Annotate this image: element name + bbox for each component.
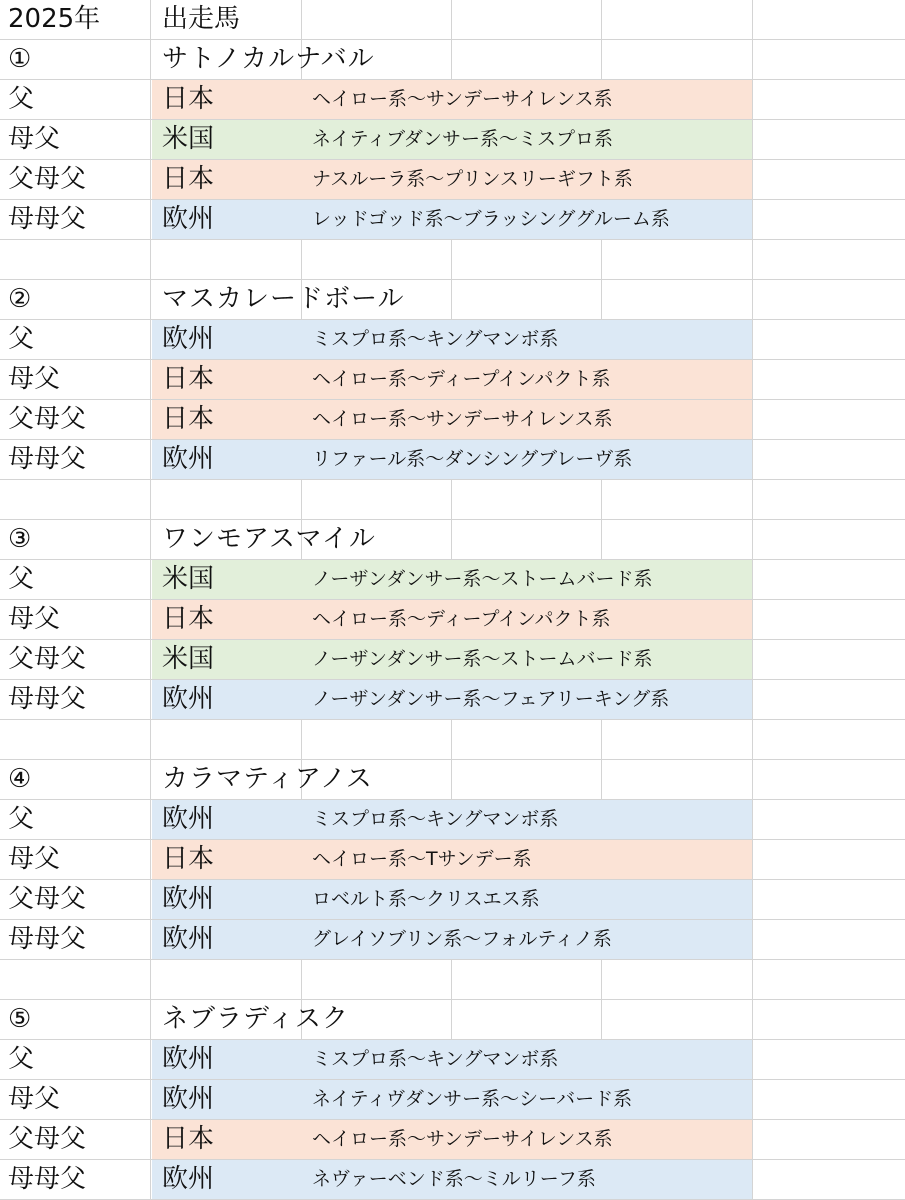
lineage-cell[interactable]: ヘイロー系〜ディープインパクト系 xyxy=(312,368,611,390)
pedigree-role-cell[interactable]: 母父 xyxy=(8,604,61,634)
lineage-cell[interactable]: ノーザンダンサー系〜ストームバード系 xyxy=(312,568,653,590)
pedigree-row xyxy=(0,1120,905,1160)
blank-row xyxy=(0,720,905,760)
pedigree-row xyxy=(0,160,905,200)
lineage-cell[interactable]: ネイティヴダンサー系〜シーバード系 xyxy=(312,1088,633,1110)
pedigree-row xyxy=(0,360,905,400)
blank-row xyxy=(0,480,905,520)
pedigree-role-cell[interactable]: 父 xyxy=(8,564,35,594)
horse-header-row xyxy=(0,40,905,80)
pedigree-role-cell[interactable]: 父 xyxy=(8,84,35,114)
horse-header-row xyxy=(0,1000,905,1040)
pedigree-role-cell[interactable]: 父母父 xyxy=(8,644,87,674)
lineage-cell[interactable]: ヘイロー系〜Tサンデー系 xyxy=(312,848,532,870)
horse-name-cell[interactable]: マスカレードボール xyxy=(162,284,405,314)
lineage-cell[interactable]: ヘイロー系〜サンデーサイレンス系 xyxy=(312,88,613,110)
pedigree-role-cell[interactable]: 母母父 xyxy=(8,924,87,954)
region-cell[interactable]: 欧州 xyxy=(162,1084,215,1114)
horse-number-cell[interactable]: ⑤ xyxy=(8,1004,32,1034)
pedigree-role-cell[interactable]: 母父 xyxy=(8,124,61,154)
region-cell[interactable]: 日本 xyxy=(162,364,215,394)
lineage-cell[interactable]: ノーザンダンサー系〜ストームバード系 xyxy=(312,648,653,670)
blank-row xyxy=(0,240,905,280)
pedigree-row xyxy=(0,1080,905,1120)
pedigree-row xyxy=(0,560,905,600)
year-cell[interactable]: 2025年 xyxy=(8,4,101,34)
lineage-cell[interactable]: ロベルト系〜クリスエス系 xyxy=(312,888,540,910)
region-cell[interactable]: 米国 xyxy=(162,124,215,154)
pedigree-role-cell[interactable]: 父母父 xyxy=(8,884,87,914)
region-cell[interactable]: 欧州 xyxy=(162,324,215,354)
pedigree-role-cell[interactable]: 母母父 xyxy=(8,684,87,714)
lineage-cell[interactable]: ネイティブダンサー系〜ミスプロ系 xyxy=(312,128,613,150)
horse-number-cell[interactable]: ③ xyxy=(8,524,32,554)
pedigree-row xyxy=(0,120,905,160)
pedigree-row xyxy=(0,680,905,720)
horse-name-cell[interactable]: ネブラディスク xyxy=(162,1004,349,1034)
lineage-cell[interactable]: ヘイロー系〜サンデーサイレンス系 xyxy=(312,1128,613,1150)
region-cell[interactable]: 日本 xyxy=(162,1124,215,1154)
lineage-cell[interactable]: ヘイロー系〜サンデーサイレンス系 xyxy=(312,408,613,430)
region-cell[interactable]: 日本 xyxy=(162,844,215,874)
pedigree-role-cell[interactable]: 母父 xyxy=(8,1084,61,1114)
pedigree-row xyxy=(0,1040,905,1080)
horse-name-cell[interactable]: カラマティアノス xyxy=(162,764,373,794)
pedigree-row xyxy=(0,400,905,440)
pedigree-row xyxy=(0,880,905,920)
pedigree-row xyxy=(0,840,905,880)
region-cell[interactable]: 欧州 xyxy=(162,924,215,954)
region-cell[interactable]: 欧州 xyxy=(162,444,215,474)
pedigree-role-cell[interactable]: 母父 xyxy=(8,844,61,874)
region-cell[interactable]: 米国 xyxy=(162,644,215,674)
pedigree-role-cell[interactable]: 母母父 xyxy=(8,204,87,234)
lineage-cell[interactable]: グレイソブリン系〜フォルティノ系 xyxy=(312,928,612,950)
title-cell[interactable]: 出走馬 xyxy=(162,4,241,34)
header-row xyxy=(0,0,905,40)
pedigree-role-cell[interactable]: 父 xyxy=(8,324,35,354)
region-cell[interactable]: 欧州 xyxy=(162,1044,215,1074)
pedigree-row xyxy=(0,800,905,840)
lineage-cell[interactable]: ヘイロー系〜ディープインパクト系 xyxy=(312,608,611,630)
pedigree-row xyxy=(0,320,905,360)
region-cell[interactable]: 米国 xyxy=(162,564,215,594)
horse-number-cell[interactable]: ④ xyxy=(8,764,32,794)
region-cell[interactable]: 日本 xyxy=(162,604,215,634)
horse-number-cell[interactable]: ② xyxy=(8,284,32,314)
region-cell[interactable]: 日本 xyxy=(162,84,215,114)
pedigree-row xyxy=(0,1160,905,1200)
region-cell[interactable]: 欧州 xyxy=(162,204,215,234)
horse-header-row xyxy=(0,520,905,560)
lineage-cell[interactable]: ミスプロ系〜キングマンボ系 xyxy=(312,328,559,350)
lineage-cell[interactable]: ノーザンダンサー系〜フェアリーキング系 xyxy=(312,688,670,710)
pedigree-role-cell[interactable]: 父母父 xyxy=(8,1124,87,1154)
lineage-cell[interactable]: レッドゴッド系〜ブラッシンググルーム系 xyxy=(312,208,670,230)
horse-number-cell[interactable]: ① xyxy=(8,44,32,74)
region-cell[interactable]: 欧州 xyxy=(162,684,215,714)
horse-name-cell[interactable]: ワンモアスマイル xyxy=(162,524,376,554)
pedigree-role-cell[interactable]: 父 xyxy=(8,804,35,834)
pedigree-role-cell[interactable]: 父母父 xyxy=(8,404,87,434)
pedigree-row xyxy=(0,600,905,640)
pedigree-role-cell[interactable]: 父母父 xyxy=(8,164,87,194)
pedigree-row xyxy=(0,80,905,120)
pedigree-row xyxy=(0,200,905,240)
region-cell[interactable]: 欧州 xyxy=(162,804,215,834)
lineage-cell[interactable]: ネヴァーベンド系〜ミルリーフ系 xyxy=(312,1168,596,1190)
pedigree-role-cell[interactable]: 母父 xyxy=(8,364,61,394)
region-cell[interactable]: 日本 xyxy=(162,404,215,434)
pedigree-role-cell[interactable]: 母母父 xyxy=(8,444,87,474)
lineage-cell[interactable]: ミスプロ系〜キングマンボ系 xyxy=(312,1048,559,1070)
lineage-cell[interactable]: リファール系〜ダンシングブレーヴ系 xyxy=(312,448,633,470)
lineage-cell[interactable]: ミスプロ系〜キングマンボ系 xyxy=(312,808,559,830)
region-cell[interactable]: 欧州 xyxy=(162,884,215,914)
pedigree-row xyxy=(0,640,905,680)
region-cell[interactable]: 欧州 xyxy=(162,1164,215,1194)
horse-header-row xyxy=(0,280,905,320)
pedigree-role-cell[interactable]: 母母父 xyxy=(8,1164,87,1194)
horse-name-cell[interactable]: サトノカルナバル xyxy=(162,44,375,74)
horse-header-row xyxy=(0,760,905,800)
region-cell[interactable]: 日本 xyxy=(162,164,215,194)
pedigree-row xyxy=(0,920,905,960)
pedigree-role-cell[interactable]: 父 xyxy=(8,1044,35,1074)
blank-row xyxy=(0,960,905,1000)
lineage-cell[interactable]: ナスルーラ系〜プリンスリーギフト系 xyxy=(312,168,633,190)
pedigree-row xyxy=(0,440,905,480)
